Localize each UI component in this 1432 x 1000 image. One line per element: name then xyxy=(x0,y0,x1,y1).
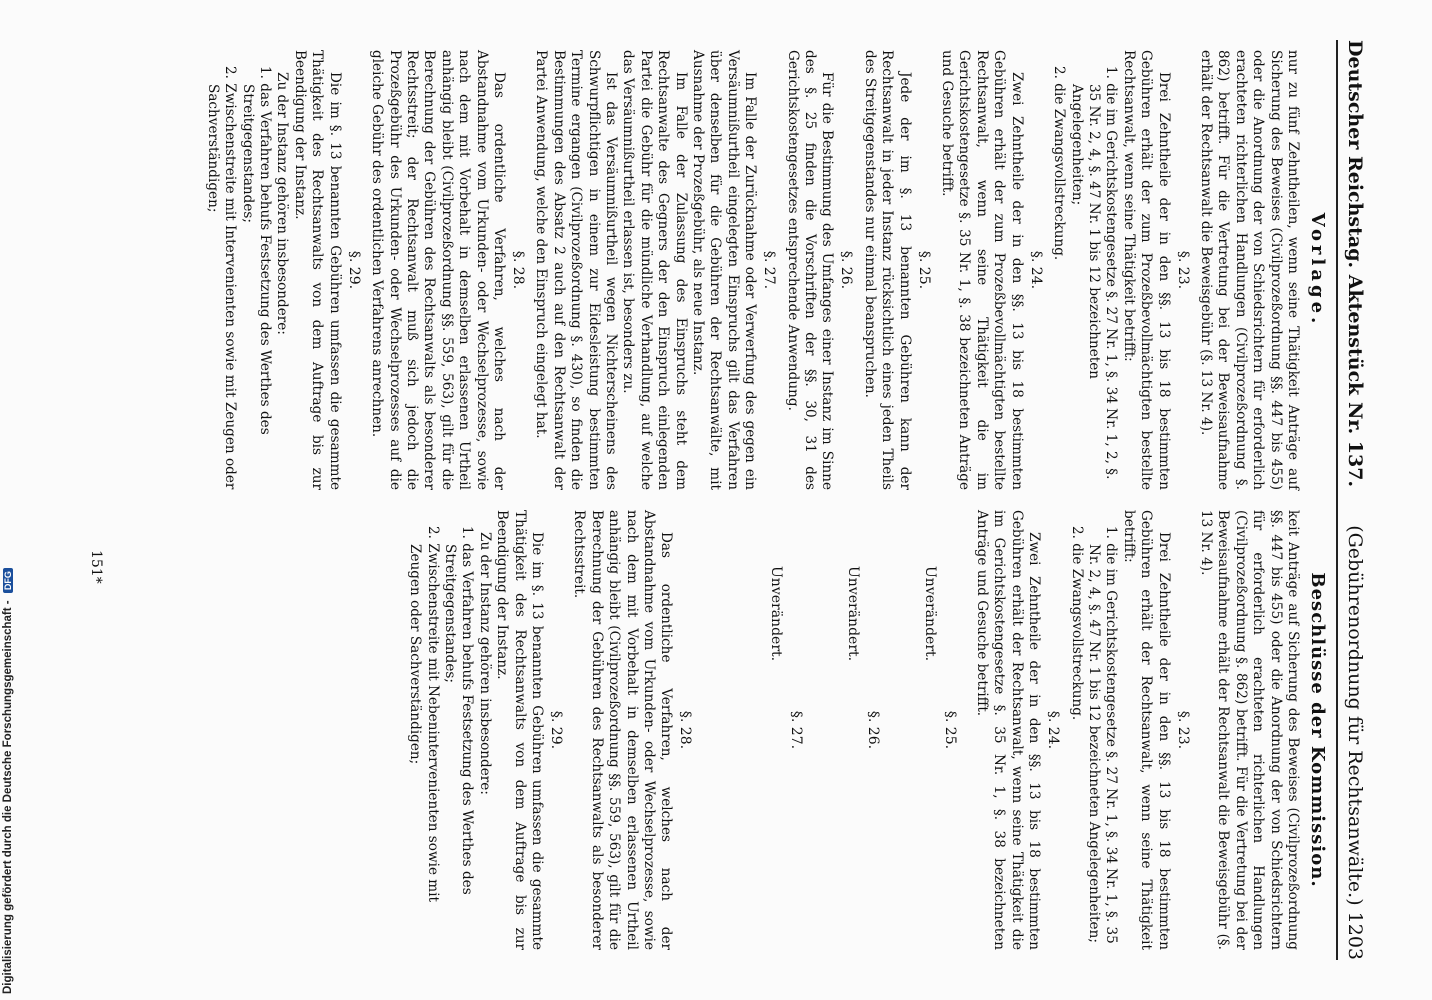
section-text-25: Unverändert. xyxy=(922,566,939,662)
section-text-24: Zwei Zehntheile der in den §§. 13 bis 18 bestimmten Gebühren erhält der zum Prozeßbevollmächtigten bestellte Rechtsanwalt, wenn seine Thätigkeit die im Gerichtskostengesetze §. 35 Nr. 1, §. 38 bezeichneten Anträge und Gesuche betrifft. xyxy=(939,50,1025,490)
dfg-logo: DFG xyxy=(3,568,13,593)
section-text-28: Das ordentliche Verfahren, welches nach der Abstandnahme vom Urkunden- oder Wechselprozesse, sowie nach dem mit Vorbehalt in demselben erlassenen Urtheil anhängig bleibt (Civilprozeßordnung §§. 559, 563), gilt für die Berechnung der Gebühren des Rechtsanwalts als besonderer Rechtsstreit. xyxy=(571,510,675,950)
column-title-vorlage: Vorlage. xyxy=(1307,212,1328,328)
section-text-24: Zwei Zehntheile der in den §§. 13 bis 18 bestimmten Gebühren erhält der Rechtsanwalt, wenn seine Thätigkeit die im Gerichtskostengesetze §. 35 Nr. 1, §. 38 bezeichneten Anträge und Gesuche betrifft. xyxy=(973,510,1043,950)
column-kommission xyxy=(406,510,1328,950)
section-text-29: Die im §. 13 benannten Gebühren umfassen die gesammte Thätigkeit des Rechtsanwalts von dem Auftrage bis zur Beendigung der Instanz. xyxy=(494,510,546,950)
section-paragraph: Im Falle der Zulassung des Einspruchs steht dem Rechtsanwalte des Gegners der den Einspruch einlegenden Partei die Gebühr für die mündliche Verhandlung, auf welche das Versäumnißurtheil erlassen ist, besonders zu. xyxy=(620,50,689,490)
section-heading-26: §. 26. xyxy=(838,250,855,290)
section-subhead-29: Zu der Instanz gehören insbesondere: xyxy=(274,72,291,335)
section-text-25: Jede der im §. 13 benannten Gebühren kann der Rechtsanwalt in jeder Instanz rücksichtlich eines jeden Theils des Streitgegenstandes nur einmal beanspruchen. xyxy=(861,50,913,490)
list-item: 2. Zwischenstreite mit Nebenintervenienten sowie mit Zeugen oder Sachverständigen; xyxy=(407,526,441,903)
section-heading-27: §. 27. xyxy=(788,710,805,750)
list-item: 1. das Verfahren behufs Festsetzung des Werthes des Streitgegenstandes; xyxy=(442,526,476,895)
section-text-27: Unverändert. xyxy=(768,566,785,662)
list-item: 2. die Zwangsvollstreckung. xyxy=(1068,526,1085,721)
list-item: 1. die im Gerichtskostengesetze §. 27 Nr. 1, §. 34 Nr. 1, §. 35 Nr. 2, 4, §. 47 Nr. 1 bis 12 bezeichneten Angelegenheiten; xyxy=(1085,526,1120,944)
intro-text: keit Anträge auf Sicherung des Beweises (Civilprozeßordnung §§. 447 bis 455) oder die Anordnung der von Schiedsrichtern für erforderlich erachteten richterlichen Handlungen (Civilprozeßordnung §. 862) betrifft. Für die Vertretung bei der Beweisaufnahme erhält der Rechtsanwalt die Beweisgebühr (§. 13 Nr. 4). xyxy=(1197,510,1301,950)
intro-text: nur zu fünf Zehntheilen, wenn seine Thätigkeit Anträge auf Sicherung des Beweises (Civilprozeßordnung §§. 447 bis 455) oder die Anordnung der von Schiedsrichtern für erforderlich erachteten richterlichen Handlungen (Civilprozeßordnung §. 862) betrifft. Für die Vertretung bei der Beweisaufnahme erhält der Rechtsanwalt die Beweisgebühr (§. 13 Nr. 4). xyxy=(1197,50,1301,490)
list-item: 1. das Verfahren behufs Festsetzung des Werthes des Streitgegenstandes; xyxy=(239,66,274,435)
section-heading-23: §. 23. xyxy=(1174,250,1191,290)
section-heading-25: §. 25. xyxy=(942,710,959,750)
section-subhead-29: Zu der Instanz gehören insbesondere: xyxy=(476,532,493,795)
section-heading-28: §. 28. xyxy=(677,710,694,750)
section-text-29: Die im §. 13 benannten Gebühren umfassen die gesammte Thätigkeit des Rechtsanwalts von dem Auftrage bis zur Beendigung der Instanz. xyxy=(291,50,343,490)
header-left: Deutscher Reichstag. Aktenstück Nr. 137. xyxy=(1344,40,1366,488)
list-item: 2. Zwischenstreite mit Intervenienten sowie mit Zeugen oder Sachverständigen; xyxy=(204,66,239,490)
list-item: 2. die Zwangsvollstreckung. xyxy=(1051,66,1068,261)
section-paragraph: Im Falle der Zurücknahme oder Verwerfung des gegen ein Versäumnißurtheil eingelegten Einspruchs gilt das Verfahren über denselben für die Gebühren der Rechtsanwälte, mit Ausnahme der Prozeßgebühr, als neue Instanz. xyxy=(690,50,759,490)
section-text-23: Drei Zehntheile der in den §§. 13 bis 18 bestimmten Gebühren erhält der Rechtsanwalt, wenn seine Thätigkeit betrifft: xyxy=(1120,510,1172,950)
page-header xyxy=(1336,40,1372,960)
header-right: (Gebührenordnung für Rechtsanwälte.) 1203 xyxy=(1344,525,1366,960)
funding-note xyxy=(0,0,18,1000)
list-item: 1. die im Gerichtskostengesetze §. 27 Nr. 1, §. 34 Nr. 1, 2, §. 35 Nr. 2, 4, §. 47 Nr. 1 bis 12 bezeichneten Angelegenheiten; xyxy=(1068,66,1120,480)
section-heading-28: §. 28. xyxy=(509,250,526,290)
section-heading-27: §. 27. xyxy=(761,250,778,290)
section-heading-23: §. 23. xyxy=(1174,710,1191,750)
section-text-28: Das ordentliche Verfahren, welches nach der Abstandnahme vom Urkunden- oder Wechselprozesse, sowie nach dem mit Vorbehalt in demselben erlassenen Urtheil anhängig bleibt (Civilprozeßordnung §§. 559, 563), gilt für die Berechnung der Gebühren des Rechtsanwalts als besonderer Rechtsstreit; der Rechtsanwalt muß sich jedoch die Prozeßgebühr des Urkunden- oder Wechselprozesses auf die gleiche Gebühr des ordentlichen Verfahrens anrechnen. xyxy=(369,50,507,490)
section-paragraph: Ist das Versäumnißurtheil wegen Nichterscheinens des Schwurpflichtigen in einem zur Eidesleistung bestimmten Termine ergangen (Civilprozeßordnung §. 430), so finden die Bestimmungen des Absatz 2 auch auf den Rechtsanwalt der Partei Anwendung, welche den Einspruch eingelegt hat. xyxy=(533,50,619,490)
section-heading-24: §. 24. xyxy=(1045,710,1062,750)
section-text-23: Drei Zehntheile der in den §§. 13 bis 18 bestimmten Gebühren erhält der zum Prozeßbevollmächtigten bestellte Rechtsanwalt, wenn seine Thätigkeit betrifft: xyxy=(1120,50,1172,490)
page-mark: 151* xyxy=(88,550,104,584)
section-text-26: Unverändert. xyxy=(845,566,862,662)
section-text-26: Für die Bestimmung des Umfanges einer Instanz im Sinne des §. 25 finden die Vorschriften der §§. 30, 31 des Gerichtskostengesetzes entsprechende Anwendung. xyxy=(784,50,836,490)
funding-note-text: Digitalisierung gefördert durch die Deutsche Forschungsgemeinschaft - xyxy=(2,600,14,994)
section-heading-24: §. 24. xyxy=(1027,250,1044,290)
column-title-kommission: Beschlüsse der Kommission. xyxy=(1307,572,1328,888)
section-heading-26: §. 26. xyxy=(865,710,882,750)
section-heading-25: §. 25. xyxy=(915,250,932,290)
section-heading-29: §. 29. xyxy=(345,250,362,290)
column-vorlage xyxy=(203,50,1328,490)
section-heading-29: §. 29. xyxy=(548,710,565,750)
